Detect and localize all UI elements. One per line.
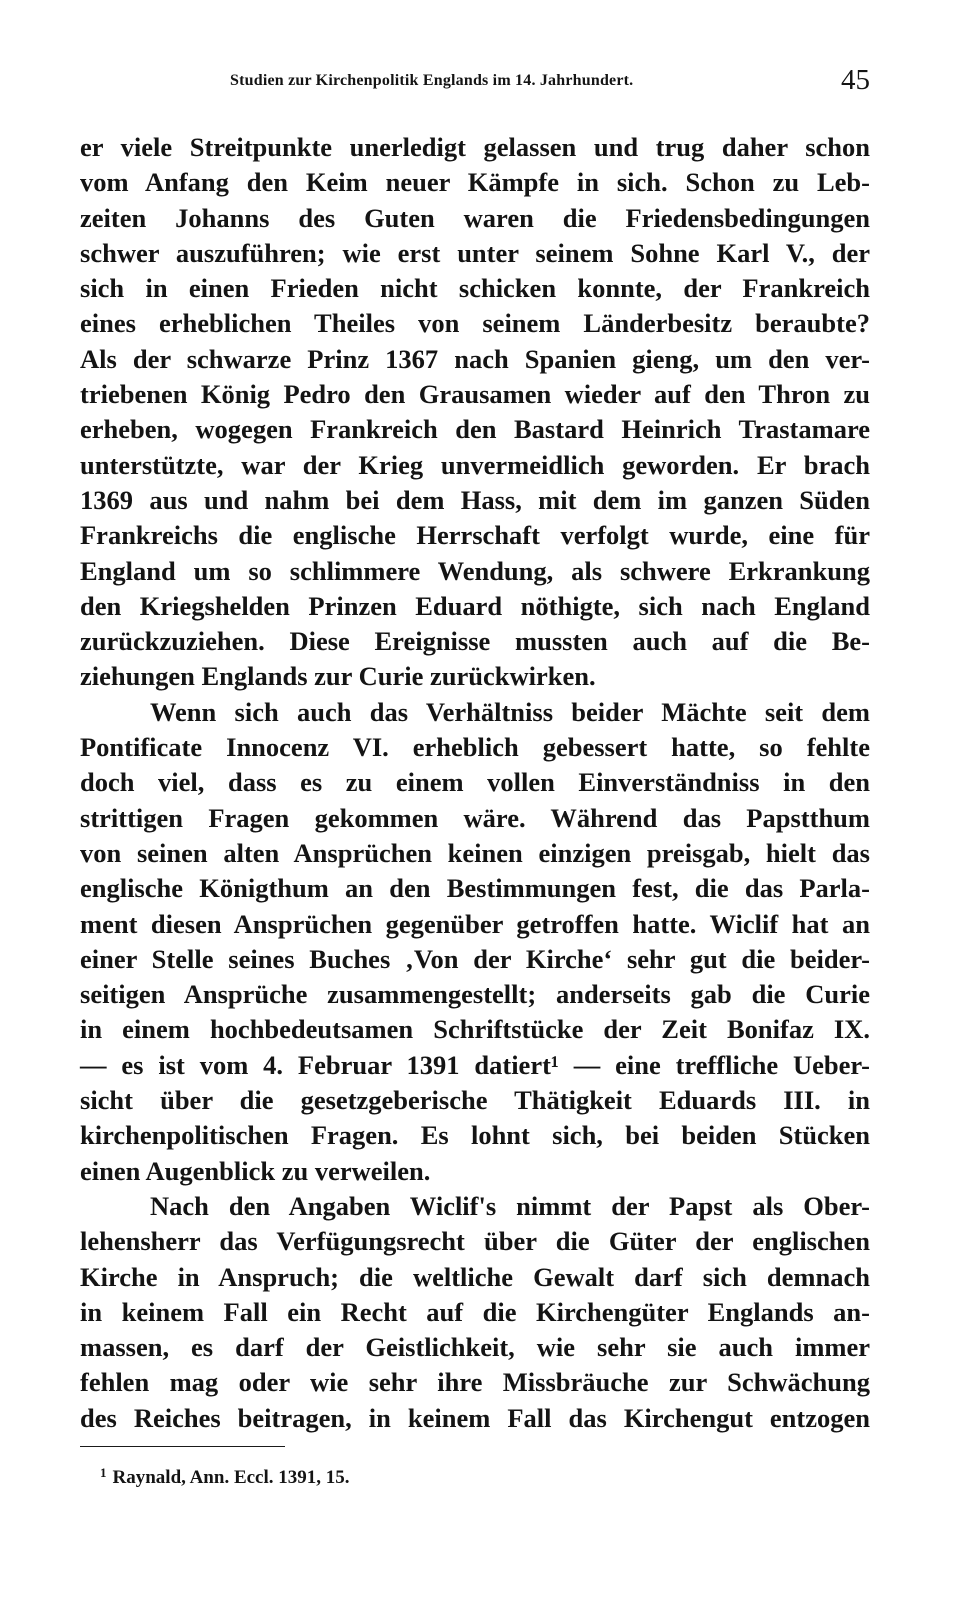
text-line: des Reiches beitragen, in keinem Fall das Kirchengut entzogen (80, 1402, 870, 1433)
text-line: zurückzuziehen. Diese Ereignisse mussten auch auf die Be- (80, 626, 870, 657)
text-line: vom Anfang den Keim neuer Kämpfe in sich. Schon zu Leb- (80, 167, 870, 198)
text-line: Kirche in Anspruch; die weltliche Gewalt darf sich demnach (80, 1261, 870, 1292)
text-line: triebenen König Pedro den Grausamen wieder auf den Thron zu (80, 379, 870, 410)
text-line: strittigen Fragen gekommen wäre. Während das Papstthum (80, 802, 870, 833)
text-line: massen, es darf der Geistlichkeit, wie sehr sie auch immer (80, 1332, 870, 1363)
text-line: einen Augenblick zu verweilen. (80, 1155, 431, 1186)
text-line: erheben, wogegen Frankreich den Bastard Heinrich Trastamare (80, 414, 870, 445)
text-line: sich in einen Frieden nicht schicken konnte, der Frankreich (80, 273, 870, 304)
body-text (80, 130, 870, 1436)
footnote-divider (80, 1446, 285, 1447)
text-line: sicht über die gesetzgeberische Thätigkeit Eduards III. in (80, 1085, 870, 1116)
text-line: lehensherr das Verfügungsrecht über die Güter der englischen (80, 1226, 870, 1257)
text-line: eines erheblichen Theiles von seinem Länderbesitz beraubte? (80, 308, 870, 339)
text-line: doch viel, dass es zu einem vollen Einverständniss in den (80, 767, 870, 798)
text-line: kirchenpolitischen Fragen. Es lohnt sich, bei beiden Stücken (80, 1120, 870, 1151)
text-line: ment diesen Ansprüchen gegenüber getroffen hatte. Wiclif hat an (80, 908, 870, 939)
text-line: 1369 aus und nahm bei dem Hass, mit dem im ganzen Süden (80, 484, 870, 515)
text-line: in einem hochbedeutsamen Schriftstücke der Zeit Bonifaz IX. (80, 1014, 870, 1045)
text-line: seitigen Ansprüche zusammengestellt; anderseits gab die Curie (80, 979, 870, 1010)
running-header (80, 64, 870, 98)
text-line: Pontificate Innocenz VI. erheblich gebessert hatte, so fehlte (80, 732, 870, 763)
footnote (100, 1465, 350, 1489)
text-line: fehlen mag oder wie sehr ihre Missbräuche zur Schwächung (80, 1367, 870, 1398)
text-line: England um so schlimmere Wendung, als schwere Erkrankung (80, 555, 870, 586)
text-line: englische Königthum an den Bestimmungen fest, die das Parla- (80, 873, 870, 904)
footnote-text: Raynald, Ann. Eccl. 1391, 15. (112, 1467, 350, 1488)
text-line: er viele Streitpunkte unerledigt gelassen und trug daher schon (80, 132, 870, 162)
running-title: Studien zur Kirchenpolitik Englands im 14. Jahrhundert. (230, 72, 634, 89)
text-line: von seinen alten Ansprüchen keinen einzigen preisgab, hielt das (80, 837, 870, 868)
text-line: Als der schwarze Prinz 1367 nach Spanien gieng, um den ver- (80, 343, 870, 374)
text-line: Wenn sich auch das Verhältniss beider Mächte seit dem (150, 696, 870, 727)
text-line: zeiten Johanns des Guten waren die Friedensbedingungen (80, 202, 870, 233)
text-line: in keinem Fall ein Recht auf die Kirchengüter Englands an- (80, 1296, 870, 1327)
text-line: unterstützte, war der Krieg unvermeidlich geworden. Er brach (80, 449, 870, 480)
text-line: Nach den Angaben Wiclif's nimmt der Papst als Ober- (150, 1190, 870, 1221)
text-line: einer Stelle seines Buches ‚Von der Kirche‘ sehr gut die beider- (80, 943, 870, 974)
text-line: schwer auszuführen; wie erst unter seinem Sohne Karl V., der (80, 237, 870, 268)
text-line: ziehungen Englands zur Curie zurückwirken. (80, 661, 596, 692)
text-line: den Kriegshelden Prinzen Eduard nöthigte, sich nach England (80, 590, 870, 621)
page-number: 45 (841, 64, 870, 96)
text-line: — es ist vom 4. Februar 1391 datiert¹ — eine treffliche Ueber- (80, 1049, 870, 1080)
footnote-marker: 1 (100, 1465, 107, 1480)
text-line: Frankreichs die englische Herrschaft verfolgt wurde, eine für (80, 520, 870, 551)
